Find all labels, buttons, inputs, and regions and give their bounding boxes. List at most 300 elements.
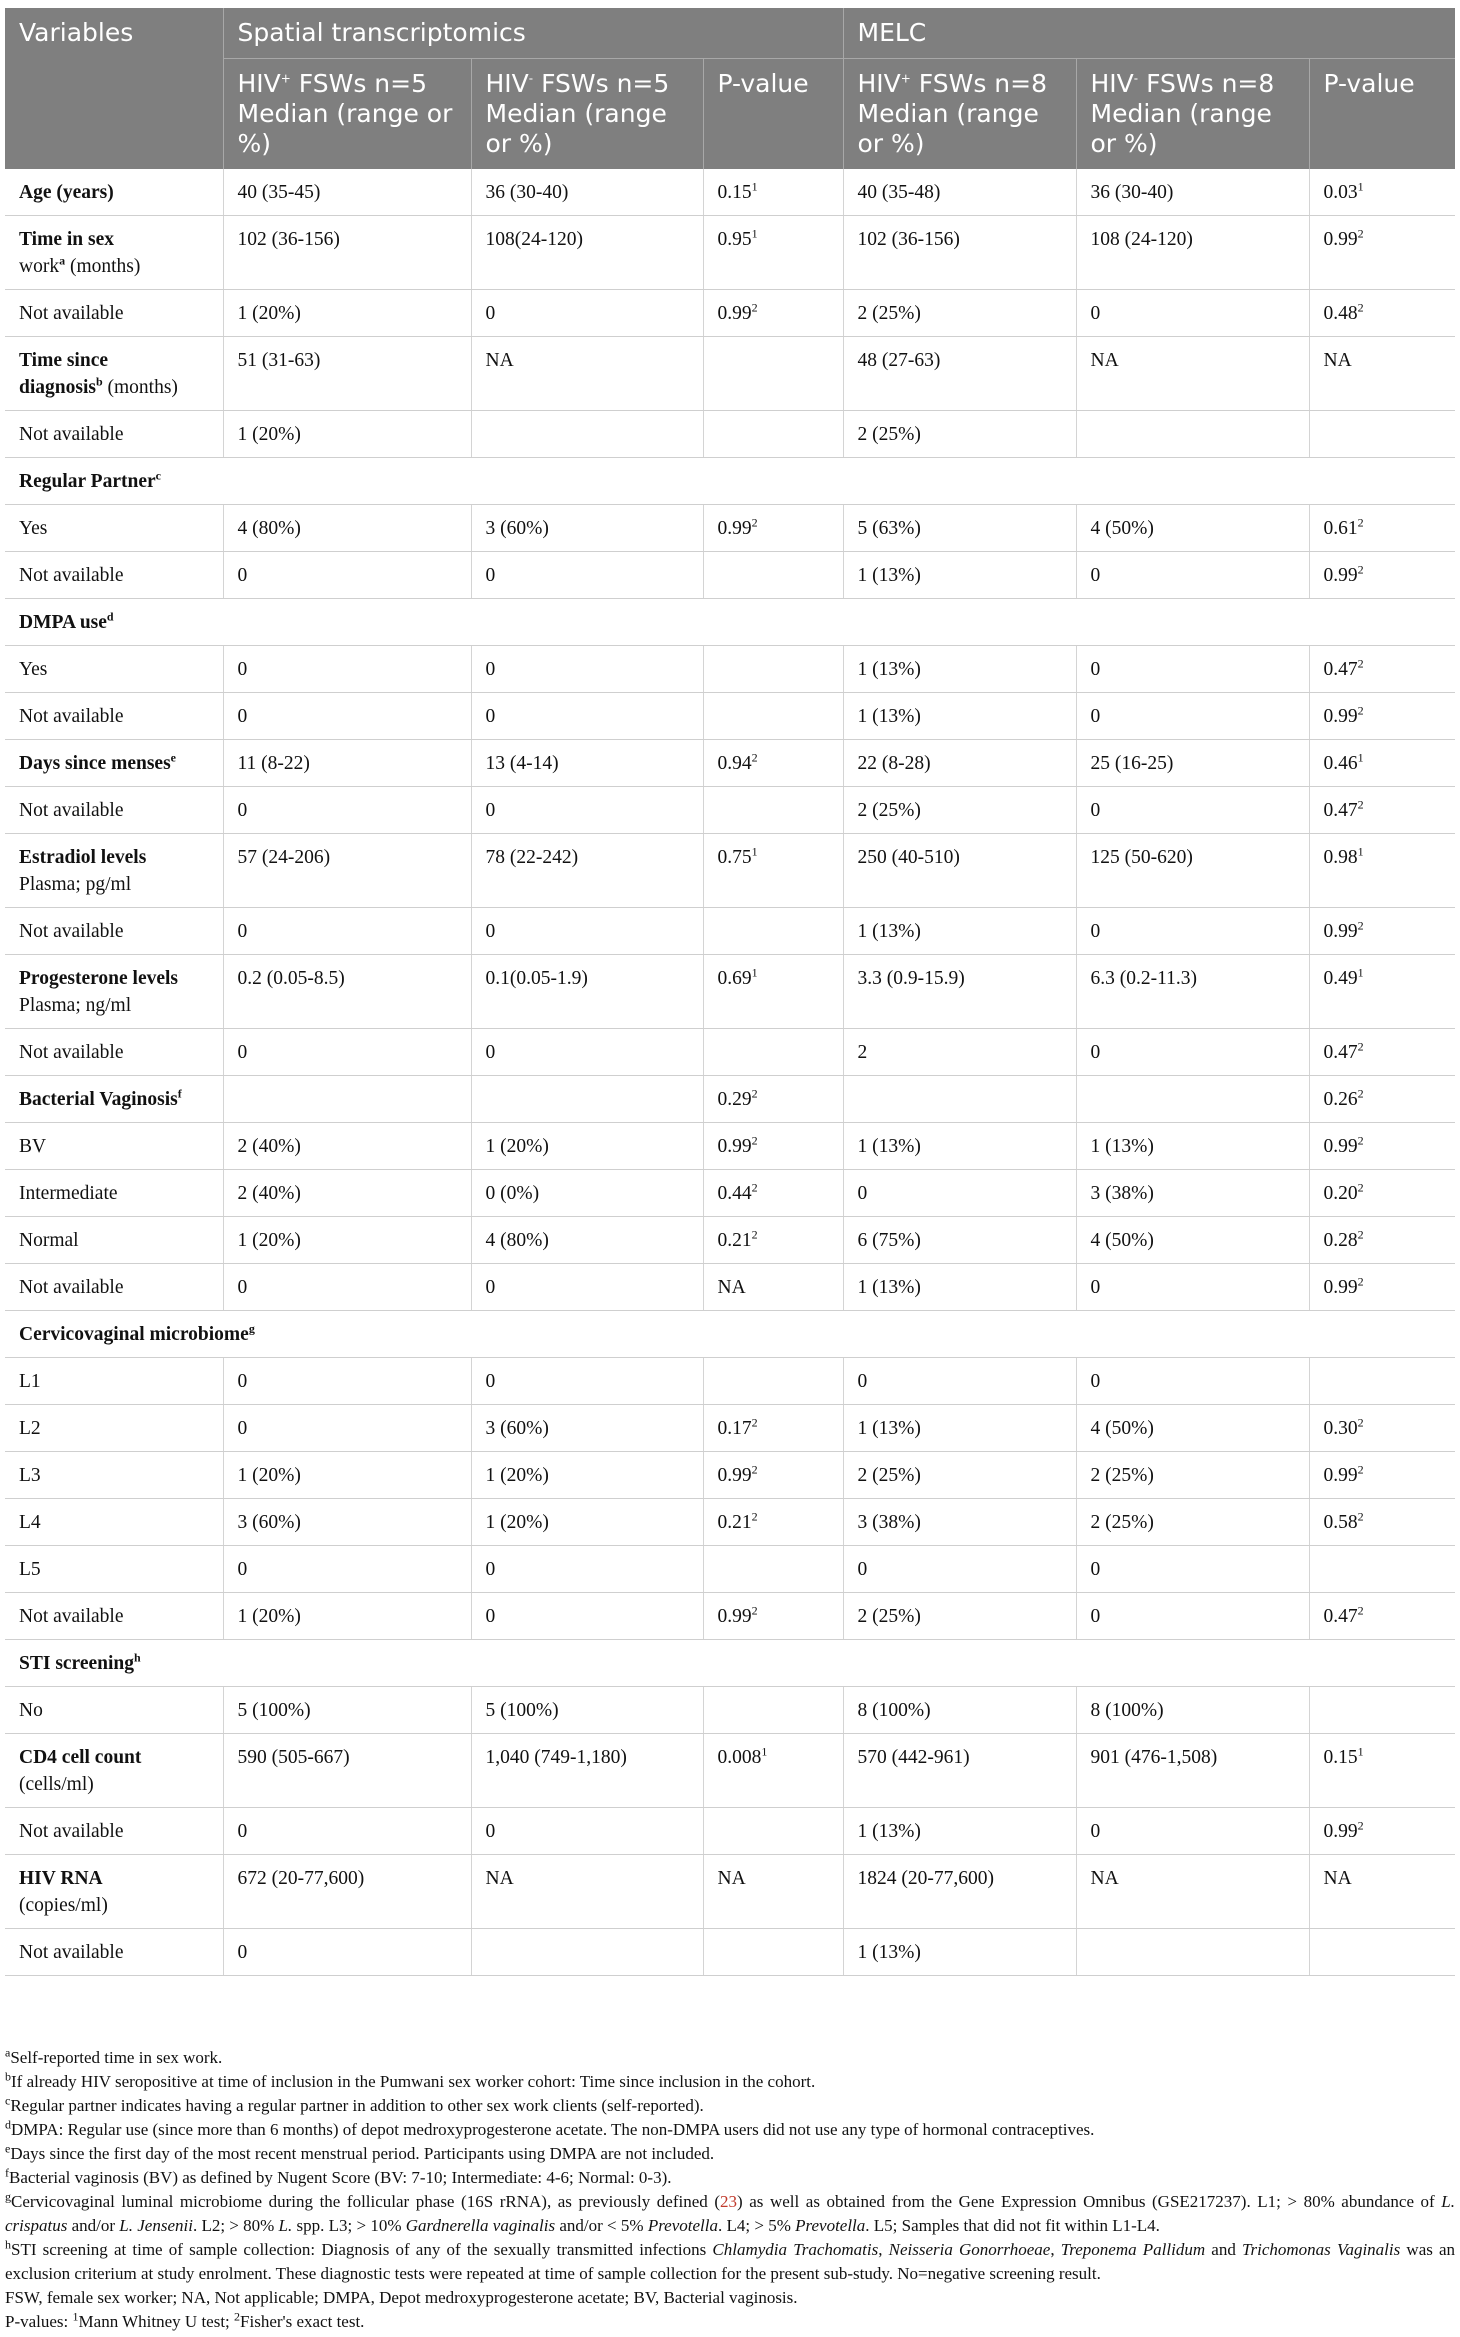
label-text: (months) bbox=[65, 256, 141, 277]
pvalue-test-marker: 2 bbox=[1357, 1462, 1364, 1477]
table-cell bbox=[1309, 290, 1455, 337]
table-cell bbox=[471, 1734, 703, 1808]
cell-value: 0.58 bbox=[1323, 1512, 1358, 1533]
header-col-text: FSWs n=5 Median (range or %) bbox=[237, 69, 453, 158]
footnote-text: ) as well as obtained from the Gene Expression Omnibus (GSE217237). L1; > 80% abundance of bbox=[737, 2192, 1442, 2211]
cell-value: 901 (476-1,508) bbox=[1090, 1747, 1218, 1768]
cell-value: 2 (40%) bbox=[237, 1136, 301, 1157]
row-label bbox=[5, 505, 223, 552]
table-cell bbox=[843, 411, 1076, 458]
table-cell bbox=[1076, 1546, 1309, 1593]
table-cell bbox=[843, 740, 1076, 787]
label-text: CD4 cell count bbox=[19, 1747, 142, 1768]
footnote-text: and/or bbox=[67, 2216, 120, 2235]
table-cell bbox=[1309, 646, 1455, 693]
label-text: (copies/ml) bbox=[19, 1895, 108, 1916]
table-cell bbox=[223, 1855, 471, 1929]
label-text: Not available bbox=[19, 1042, 124, 1063]
table-cell bbox=[703, 290, 843, 337]
cell-value: 2 (25%) bbox=[857, 424, 921, 445]
label-text: Progesterone levels bbox=[19, 968, 179, 989]
header-col-text: FSWs n=8 Median (range or %) bbox=[1090, 69, 1275, 158]
label-text: L4 bbox=[19, 1512, 41, 1533]
table-cell bbox=[1309, 505, 1455, 552]
label-text: Plasma; pg/ml bbox=[19, 874, 132, 895]
row-label bbox=[5, 1123, 223, 1170]
header-col-1 bbox=[471, 59, 703, 170]
header-col-2 bbox=[703, 59, 843, 170]
cell-value: 0 bbox=[485, 800, 496, 821]
pvalue-test-marker: 1 bbox=[751, 226, 758, 241]
table-row bbox=[5, 1358, 1455, 1405]
label-text: Not available bbox=[19, 800, 124, 821]
table-cell bbox=[703, 908, 843, 955]
cell-value: 1 (20%) bbox=[485, 1136, 549, 1157]
table-cell bbox=[223, 1452, 471, 1499]
table-row bbox=[5, 290, 1455, 337]
table-cell bbox=[843, 216, 1076, 290]
table-cell bbox=[471, 1217, 703, 1264]
cell-value: 0.99 bbox=[1323, 706, 1358, 727]
table-cell bbox=[843, 1123, 1076, 1170]
table-cell bbox=[223, 1734, 471, 1808]
cell-value: 0.99 bbox=[1323, 565, 1358, 586]
row-label bbox=[5, 740, 223, 787]
cell-value: 36 (30-40) bbox=[1090, 182, 1174, 203]
label-text: STI screening bbox=[19, 1653, 135, 1674]
cell-value: 0 bbox=[1090, 1606, 1101, 1627]
table-container bbox=[5, 8, 1455, 1976]
table-cell bbox=[1076, 1029, 1309, 1076]
table-cell bbox=[471, 1929, 703, 1976]
table-row bbox=[5, 1405, 1455, 1452]
table-cell bbox=[703, 1405, 843, 1452]
cell-value: 1 (20%) bbox=[237, 1606, 301, 1627]
cell-value: 0 bbox=[485, 1821, 496, 1842]
row-label bbox=[5, 955, 223, 1029]
cell-value: 0 bbox=[485, 1559, 496, 1580]
row-label bbox=[5, 1076, 223, 1123]
table-cell bbox=[1076, 646, 1309, 693]
table-cell bbox=[703, 1217, 843, 1264]
footnote-marker: f bbox=[5, 2165, 9, 2180]
header-group-spatial-transcriptomics: Spatial transcriptomics bbox=[223, 8, 843, 59]
table-cell bbox=[471, 1593, 703, 1640]
table-cell bbox=[471, 693, 703, 740]
footnote-text: Mann Whitney U test; bbox=[78, 2312, 235, 2331]
cell-value: 0 bbox=[1090, 800, 1101, 821]
cell-value: 0.47 bbox=[1323, 800, 1358, 821]
table-cell bbox=[471, 216, 703, 290]
row-label bbox=[5, 693, 223, 740]
table-cell bbox=[223, 1029, 471, 1076]
table-row bbox=[5, 787, 1455, 834]
cell-value: 2 (25%) bbox=[1090, 1512, 1154, 1533]
pvalue-test-marker: 2 bbox=[1357, 1086, 1364, 1101]
cell-value: 0 bbox=[1090, 1371, 1101, 1392]
cell-value: 5 (100%) bbox=[237, 1700, 311, 1721]
section-row bbox=[5, 1640, 1455, 1687]
cell-value: 0.15 bbox=[1323, 1747, 1358, 1768]
table-cell bbox=[703, 787, 843, 834]
table-cell bbox=[1309, 1546, 1455, 1593]
cell-value: 0 bbox=[237, 1042, 248, 1063]
table-cell bbox=[223, 1358, 471, 1405]
table-cell bbox=[471, 1264, 703, 1311]
pvalue-test-marker: 2 bbox=[1357, 1818, 1364, 1833]
table-row bbox=[5, 955, 1455, 1029]
table-cell bbox=[223, 955, 471, 1029]
footnote-marker: c bbox=[155, 468, 161, 483]
cell-value: 0.99 bbox=[1323, 1277, 1358, 1298]
table-cell bbox=[843, 1358, 1076, 1405]
row-label bbox=[5, 1499, 223, 1546]
table-row bbox=[5, 1855, 1455, 1929]
cell-value: 0 bbox=[485, 1371, 496, 1392]
cell-value: 13 (4-14) bbox=[485, 753, 559, 774]
footnote-marker: 2 bbox=[234, 2309, 241, 2324]
row-label bbox=[5, 1452, 223, 1499]
table-cell bbox=[703, 1029, 843, 1076]
table-cell bbox=[1309, 1499, 1455, 1546]
label-text: (cells/ml) bbox=[19, 1774, 94, 1795]
table-cell bbox=[843, 646, 1076, 693]
pvalue-test-marker: 2 bbox=[1357, 562, 1364, 577]
table-cell bbox=[1309, 552, 1455, 599]
table-cell bbox=[843, 1929, 1076, 1976]
cell-value: 51 (31-63) bbox=[237, 350, 321, 371]
cell-value: 0 bbox=[1090, 565, 1101, 586]
footnote-marker: c bbox=[5, 2093, 11, 2108]
table-cell bbox=[471, 1546, 703, 1593]
cell-value: 0 bbox=[1090, 1042, 1101, 1063]
table-row bbox=[5, 1076, 1455, 1123]
label-text: Regular Partner bbox=[19, 471, 156, 492]
label-text: No bbox=[19, 1700, 43, 1721]
table-row bbox=[5, 1123, 1455, 1170]
header-subcolumns bbox=[5, 59, 1455, 170]
table-cell bbox=[703, 955, 843, 1029]
cell-value: 0.99 bbox=[717, 1136, 752, 1157]
cell-value: 0.69 bbox=[717, 968, 752, 989]
table-cell bbox=[471, 411, 703, 458]
table-cell bbox=[223, 646, 471, 693]
cell-value: 0.99 bbox=[1323, 229, 1358, 250]
cell-value: 1 (13%) bbox=[1090, 1136, 1154, 1157]
section-row bbox=[5, 1311, 1455, 1358]
table-cell bbox=[471, 1076, 703, 1123]
header-variables: Variables bbox=[5, 8, 223, 169]
table-cell bbox=[843, 1029, 1076, 1076]
footnote bbox=[5, 2142, 1455, 2166]
cell-value: 0.47 bbox=[1323, 1042, 1358, 1063]
cell-value: 4 (80%) bbox=[237, 518, 301, 539]
cell-value: 0 bbox=[857, 1371, 868, 1392]
table-cell bbox=[471, 1405, 703, 1452]
table-cell bbox=[471, 740, 703, 787]
table-cell bbox=[223, 337, 471, 411]
footnote-marker: e bbox=[5, 2141, 11, 2156]
cell-value: 0 bbox=[1090, 1277, 1101, 1298]
label-text: DMPA use bbox=[19, 612, 107, 633]
cell-value: 22 (8-28) bbox=[857, 753, 931, 774]
table-cell bbox=[843, 834, 1076, 908]
table-cell bbox=[1309, 1808, 1455, 1855]
cell-value: 0.47 bbox=[1323, 659, 1358, 680]
table-row bbox=[5, 552, 1455, 599]
row-label bbox=[5, 290, 223, 337]
header-col-text: FSWs n=8 Median (range or %) bbox=[857, 69, 1047, 158]
table-cell bbox=[223, 1687, 471, 1734]
label-text: Time in sex bbox=[19, 229, 114, 250]
footnote-text: . L5; Samples that did not fit within L1-L4. bbox=[865, 2216, 1160, 2235]
cell-value: 0.30 bbox=[1323, 1418, 1358, 1439]
pvalue-test-marker: 2 bbox=[1357, 1415, 1364, 1430]
table-cell bbox=[1076, 1855, 1309, 1929]
table-cell bbox=[1076, 1808, 1309, 1855]
table-cell bbox=[471, 908, 703, 955]
table-cell bbox=[843, 787, 1076, 834]
italic-term: Prevotella bbox=[795, 2216, 866, 2235]
cell-value: 0.47 bbox=[1323, 1606, 1358, 1627]
row-label bbox=[5, 908, 223, 955]
table-cell bbox=[703, 1170, 843, 1217]
table-cell bbox=[843, 505, 1076, 552]
cell-value: 0.008 bbox=[717, 1747, 762, 1768]
footnote bbox=[5, 2286, 1455, 2310]
label-text: Yes bbox=[19, 659, 48, 680]
cell-value: 0 bbox=[237, 1559, 248, 1580]
pvalue-test-marker: 2 bbox=[751, 1180, 758, 1195]
cell-value: 3.3 (0.9-15.9) bbox=[857, 968, 965, 989]
cell-value: 0 bbox=[237, 800, 248, 821]
table-cell bbox=[1309, 740, 1455, 787]
table-cell bbox=[223, 787, 471, 834]
table-cell bbox=[703, 1855, 843, 1929]
label-text: Not available bbox=[19, 1606, 124, 1627]
italic-term: Trichomonas Vaginalis bbox=[1242, 2240, 1401, 2259]
cell-value: 3 (38%) bbox=[1090, 1183, 1154, 1204]
reference-link[interactable]: 23 bbox=[720, 2192, 738, 2211]
cell-value: 1 (13%) bbox=[857, 1942, 921, 1963]
label-text: Normal bbox=[19, 1230, 79, 1251]
table-cell bbox=[843, 1687, 1076, 1734]
table-row bbox=[5, 169, 1455, 216]
table-cell bbox=[471, 337, 703, 411]
section-row bbox=[5, 599, 1455, 646]
row-label bbox=[5, 787, 223, 834]
table-cell bbox=[1076, 1358, 1309, 1405]
table-cell bbox=[703, 552, 843, 599]
header-col-5 bbox=[1309, 59, 1455, 170]
table-cell bbox=[703, 1123, 843, 1170]
cell-value: 1 (20%) bbox=[237, 1230, 301, 1251]
row-label bbox=[5, 411, 223, 458]
cell-value: 0.29 bbox=[717, 1089, 752, 1110]
footnote bbox=[5, 2190, 1455, 2238]
table-cell bbox=[223, 1123, 471, 1170]
table-cell bbox=[471, 169, 703, 216]
pvalue-test-marker: 2 bbox=[1357, 918, 1364, 933]
cell-value: 4 (80%) bbox=[485, 1230, 549, 1251]
pvalue-test-marker: 2 bbox=[751, 750, 758, 765]
cell-value: 0 bbox=[237, 706, 248, 727]
cell-value: 1 (13%) bbox=[857, 1418, 921, 1439]
row-label bbox=[5, 1546, 223, 1593]
label-text: BV bbox=[19, 1136, 47, 1157]
row-label bbox=[5, 1734, 223, 1808]
cell-value: 0.44 bbox=[717, 1183, 752, 1204]
table-row bbox=[5, 1546, 1455, 1593]
pvalue-test-marker: 2 bbox=[751, 1133, 758, 1148]
label-text: Plasma; ng/ml bbox=[19, 995, 132, 1016]
header-col-0 bbox=[223, 59, 471, 170]
pvalue-test-marker: 2 bbox=[1357, 226, 1364, 241]
table-row bbox=[5, 1029, 1455, 1076]
label-text: Time since bbox=[19, 350, 109, 371]
cell-value: 0 bbox=[237, 1371, 248, 1392]
table-cell bbox=[1076, 1405, 1309, 1452]
table-cell bbox=[703, 1452, 843, 1499]
table-cell bbox=[223, 1546, 471, 1593]
cell-value: 0.98 bbox=[1323, 847, 1358, 868]
table-cell bbox=[223, 1217, 471, 1264]
cell-value: 4 (50%) bbox=[1090, 518, 1154, 539]
row-label bbox=[5, 646, 223, 693]
table-cell bbox=[843, 169, 1076, 216]
table-cell bbox=[1309, 1405, 1455, 1452]
cell-value: 3 (60%) bbox=[485, 518, 549, 539]
table-cell bbox=[223, 216, 471, 290]
label-text: (months) bbox=[102, 377, 178, 398]
table-cell bbox=[1076, 908, 1309, 955]
pvalue-test-marker: 2 bbox=[751, 1509, 758, 1524]
table-cell bbox=[843, 290, 1076, 337]
header-col-text: HIV bbox=[237, 69, 281, 98]
footnote-marker: d bbox=[5, 2117, 11, 2132]
row-label bbox=[5, 169, 223, 216]
footnote-text: Cervicovaginal luminal microbiome during the follicular phase (16S rRNA), as previously defined ( bbox=[11, 2192, 721, 2211]
cell-value: 0.99 bbox=[717, 303, 752, 324]
cell-value: 0 bbox=[237, 1418, 248, 1439]
label-text: Days since menses bbox=[19, 753, 171, 774]
table-cell bbox=[471, 290, 703, 337]
pvalue-test-marker: 2 bbox=[1357, 797, 1364, 812]
footnote-marker: f bbox=[177, 1086, 182, 1101]
cell-value: 1 (20%) bbox=[485, 1512, 549, 1533]
cell-value: 6 (75%) bbox=[857, 1230, 921, 1251]
cell-value: 0.17 bbox=[717, 1418, 752, 1439]
footnote-text: DMPA: Regular use (since more than 6 months) of depot medroxyprogesterone acetate. The non-DMPA users did not use any type of hormonal contraceptives. bbox=[11, 2120, 1095, 2139]
table-cell bbox=[843, 1170, 1076, 1217]
header-col-text: HIV bbox=[1090, 69, 1134, 98]
cell-value: 0 bbox=[237, 1821, 248, 1842]
table-cell bbox=[1309, 693, 1455, 740]
cell-value: 2 (25%) bbox=[857, 800, 921, 821]
table-cell bbox=[843, 337, 1076, 411]
cell-value: 250 (40-510) bbox=[857, 847, 960, 868]
table-cell bbox=[1076, 337, 1309, 411]
cell-value: 672 (20-77,600) bbox=[237, 1868, 365, 1889]
cell-value: 108 (24-120) bbox=[1090, 229, 1193, 250]
cell-value: NA bbox=[1323, 1868, 1352, 1889]
table-row bbox=[5, 1734, 1455, 1808]
footnote-text: and bbox=[1205, 2240, 1242, 2259]
row-label bbox=[5, 1170, 223, 1217]
cell-value: 48 (27-63) bbox=[857, 350, 941, 371]
pvalue-test-marker: 2 bbox=[751, 300, 758, 315]
footnote-marker: 1 bbox=[72, 2309, 79, 2324]
table-cell bbox=[1076, 552, 1309, 599]
cell-value: NA bbox=[1090, 350, 1119, 371]
table-cell bbox=[471, 552, 703, 599]
cell-value: 1,040 (749-1,180) bbox=[485, 1747, 627, 1768]
cell-value: 0 bbox=[485, 921, 496, 942]
cell-value: 36 (30-40) bbox=[485, 182, 569, 203]
table-cell bbox=[1076, 1929, 1309, 1976]
cell-value: 3 (60%) bbox=[237, 1512, 301, 1533]
table-cell bbox=[703, 1264, 843, 1311]
header-col-sup: - bbox=[1133, 71, 1139, 86]
footnote-marker: d bbox=[106, 609, 114, 624]
cell-value: 0 bbox=[857, 1183, 868, 1204]
cell-value: 1 (13%) bbox=[857, 706, 921, 727]
cell-value: 5 (100%) bbox=[485, 1700, 559, 1721]
table-cell bbox=[223, 552, 471, 599]
label-text: Age (years) bbox=[19, 182, 114, 203]
cell-value: 4 (50%) bbox=[1090, 1230, 1154, 1251]
cell-value: 2 (25%) bbox=[1090, 1465, 1154, 1486]
table-cell bbox=[843, 1264, 1076, 1311]
footnote-marker: h bbox=[134, 1650, 141, 1665]
italic-term: Gardnerella vaginalis bbox=[405, 2216, 556, 2235]
footnote bbox=[5, 2166, 1455, 2190]
table-cell bbox=[1309, 216, 1455, 290]
label-text: Not available bbox=[19, 921, 124, 942]
table-cell bbox=[703, 1734, 843, 1808]
table-cell bbox=[1309, 1358, 1455, 1405]
table-cell bbox=[223, 1929, 471, 1976]
table-row bbox=[5, 1499, 1455, 1546]
table-cell bbox=[703, 740, 843, 787]
header-group-melc: MELC bbox=[843, 8, 1455, 59]
italic-term: L. bbox=[278, 2216, 293, 2235]
table-cell bbox=[223, 908, 471, 955]
characteristics-table bbox=[5, 8, 1455, 1976]
cell-value: 1 (20%) bbox=[485, 1465, 549, 1486]
footnote-marker: a bbox=[5, 2045, 11, 2060]
cell-value: 0 bbox=[1090, 303, 1101, 324]
table-cell bbox=[471, 646, 703, 693]
table-cell bbox=[1076, 1264, 1309, 1311]
footnote-text: . L2; > 80% bbox=[192, 2216, 279, 2235]
section-label bbox=[5, 1311, 1455, 1358]
table-cell bbox=[1309, 955, 1455, 1029]
cell-value: 0.46 bbox=[1323, 753, 1358, 774]
table-cell bbox=[1076, 955, 1309, 1029]
table-cell bbox=[471, 955, 703, 1029]
table-cell bbox=[703, 1808, 843, 1855]
cell-value: NA bbox=[1090, 1868, 1119, 1889]
cell-value: 0.99 bbox=[1323, 1465, 1358, 1486]
table-row bbox=[5, 1593, 1455, 1640]
cell-value: 0 bbox=[237, 1277, 248, 1298]
pvalue-test-marker: 2 bbox=[1357, 1274, 1364, 1289]
cell-value: 8 (100%) bbox=[1090, 1700, 1164, 1721]
footnote-text: Bacterial vaginosis (BV) as defined by Nugent Score (BV: 7-10; Intermediate: 4-6; Normal: 0-3). bbox=[9, 2168, 672, 2187]
table-row bbox=[5, 411, 1455, 458]
pvalue-test-marker: 2 bbox=[1357, 656, 1364, 671]
